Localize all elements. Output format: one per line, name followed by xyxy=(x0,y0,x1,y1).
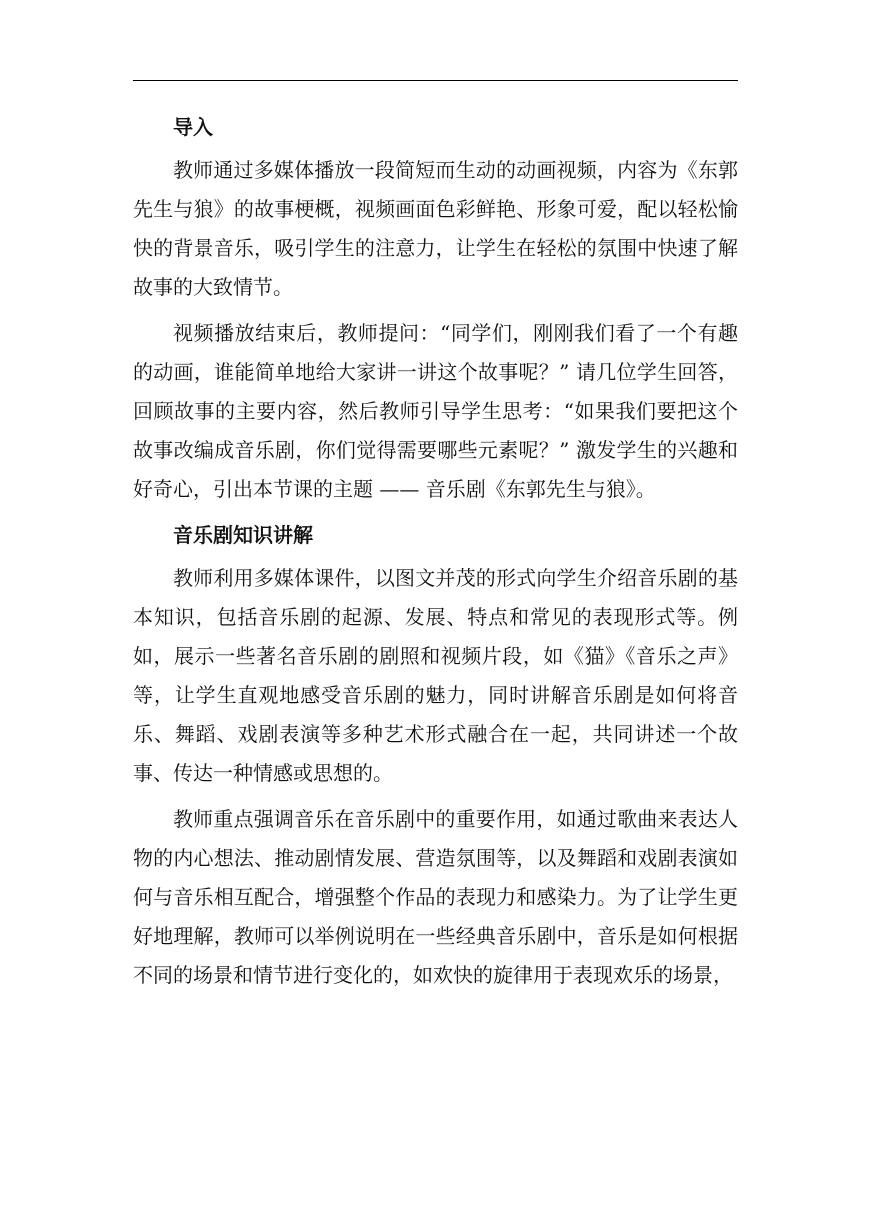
paragraph: 教师重点强调音乐在音乐剧中的重要作用，如通过歌曲来表达人物的内心想法、推动剧情发展、营造氛围等，以及舞蹈和戏剧表演如何与音乐相互配合，增强整个作品的表现力和感染力。为了让学生更好地理解，教师可以举例说明在一些经典音乐剧中，音乐是如何根据不同的场景和情节进行变化的，如欢快的旋律用于表现欢乐的场景， xyxy=(133,807,738,987)
section-heading-intro: 导入 xyxy=(173,115,213,139)
section-heading-musical-knowledge: 音乐剧知识讲解 xyxy=(173,523,313,547)
paragraph: 教师通过多媒体播放一段简短而生动的动画视频，内容为《东郭先生与狼》的故事梗概，视频画面色彩鲜艳、形象可爱，配以轻松愉快的背景音乐，吸引学生的注意力，让学生在轻松的氛围中快速了解故事的大致情节。 xyxy=(133,158,738,299)
paragraph: 视频播放结束后，教师提问：“同学们，刚刚我们看了一个有趣的动画，谁能简单地给大家讲一讲这个故事呢？” 请几位学生回答，回顾故事的主要内容，然后教师引导学生思考：“如果我们要把这个故事改编成音乐剧，你们觉得需要哪些元素呢？” 激发学生的兴趣和好奇心，引出本节课的主题 —— 音乐剧《东郭先生与狼》。 xyxy=(133,321,738,501)
header-rule xyxy=(133,80,738,81)
paragraph: 教师利用多媒体课件，以图文并茂的形式向学生介绍音乐剧的基本知识，包括音乐剧的起源、发展、特点和常见的表现形式等。例如，展示一些著名音乐剧的剧照和视频片段，如《猫》《音乐之声》等，让学生直观地感受音乐剧的魅力，同时讲解音乐剧是如何将音乐、舞蹈、戏剧表演等多种艺术形式融合在一起，共同讲述一个故事、传达一种情感或思想的。 xyxy=(133,566,738,785)
document-body xyxy=(133,103,738,1002)
